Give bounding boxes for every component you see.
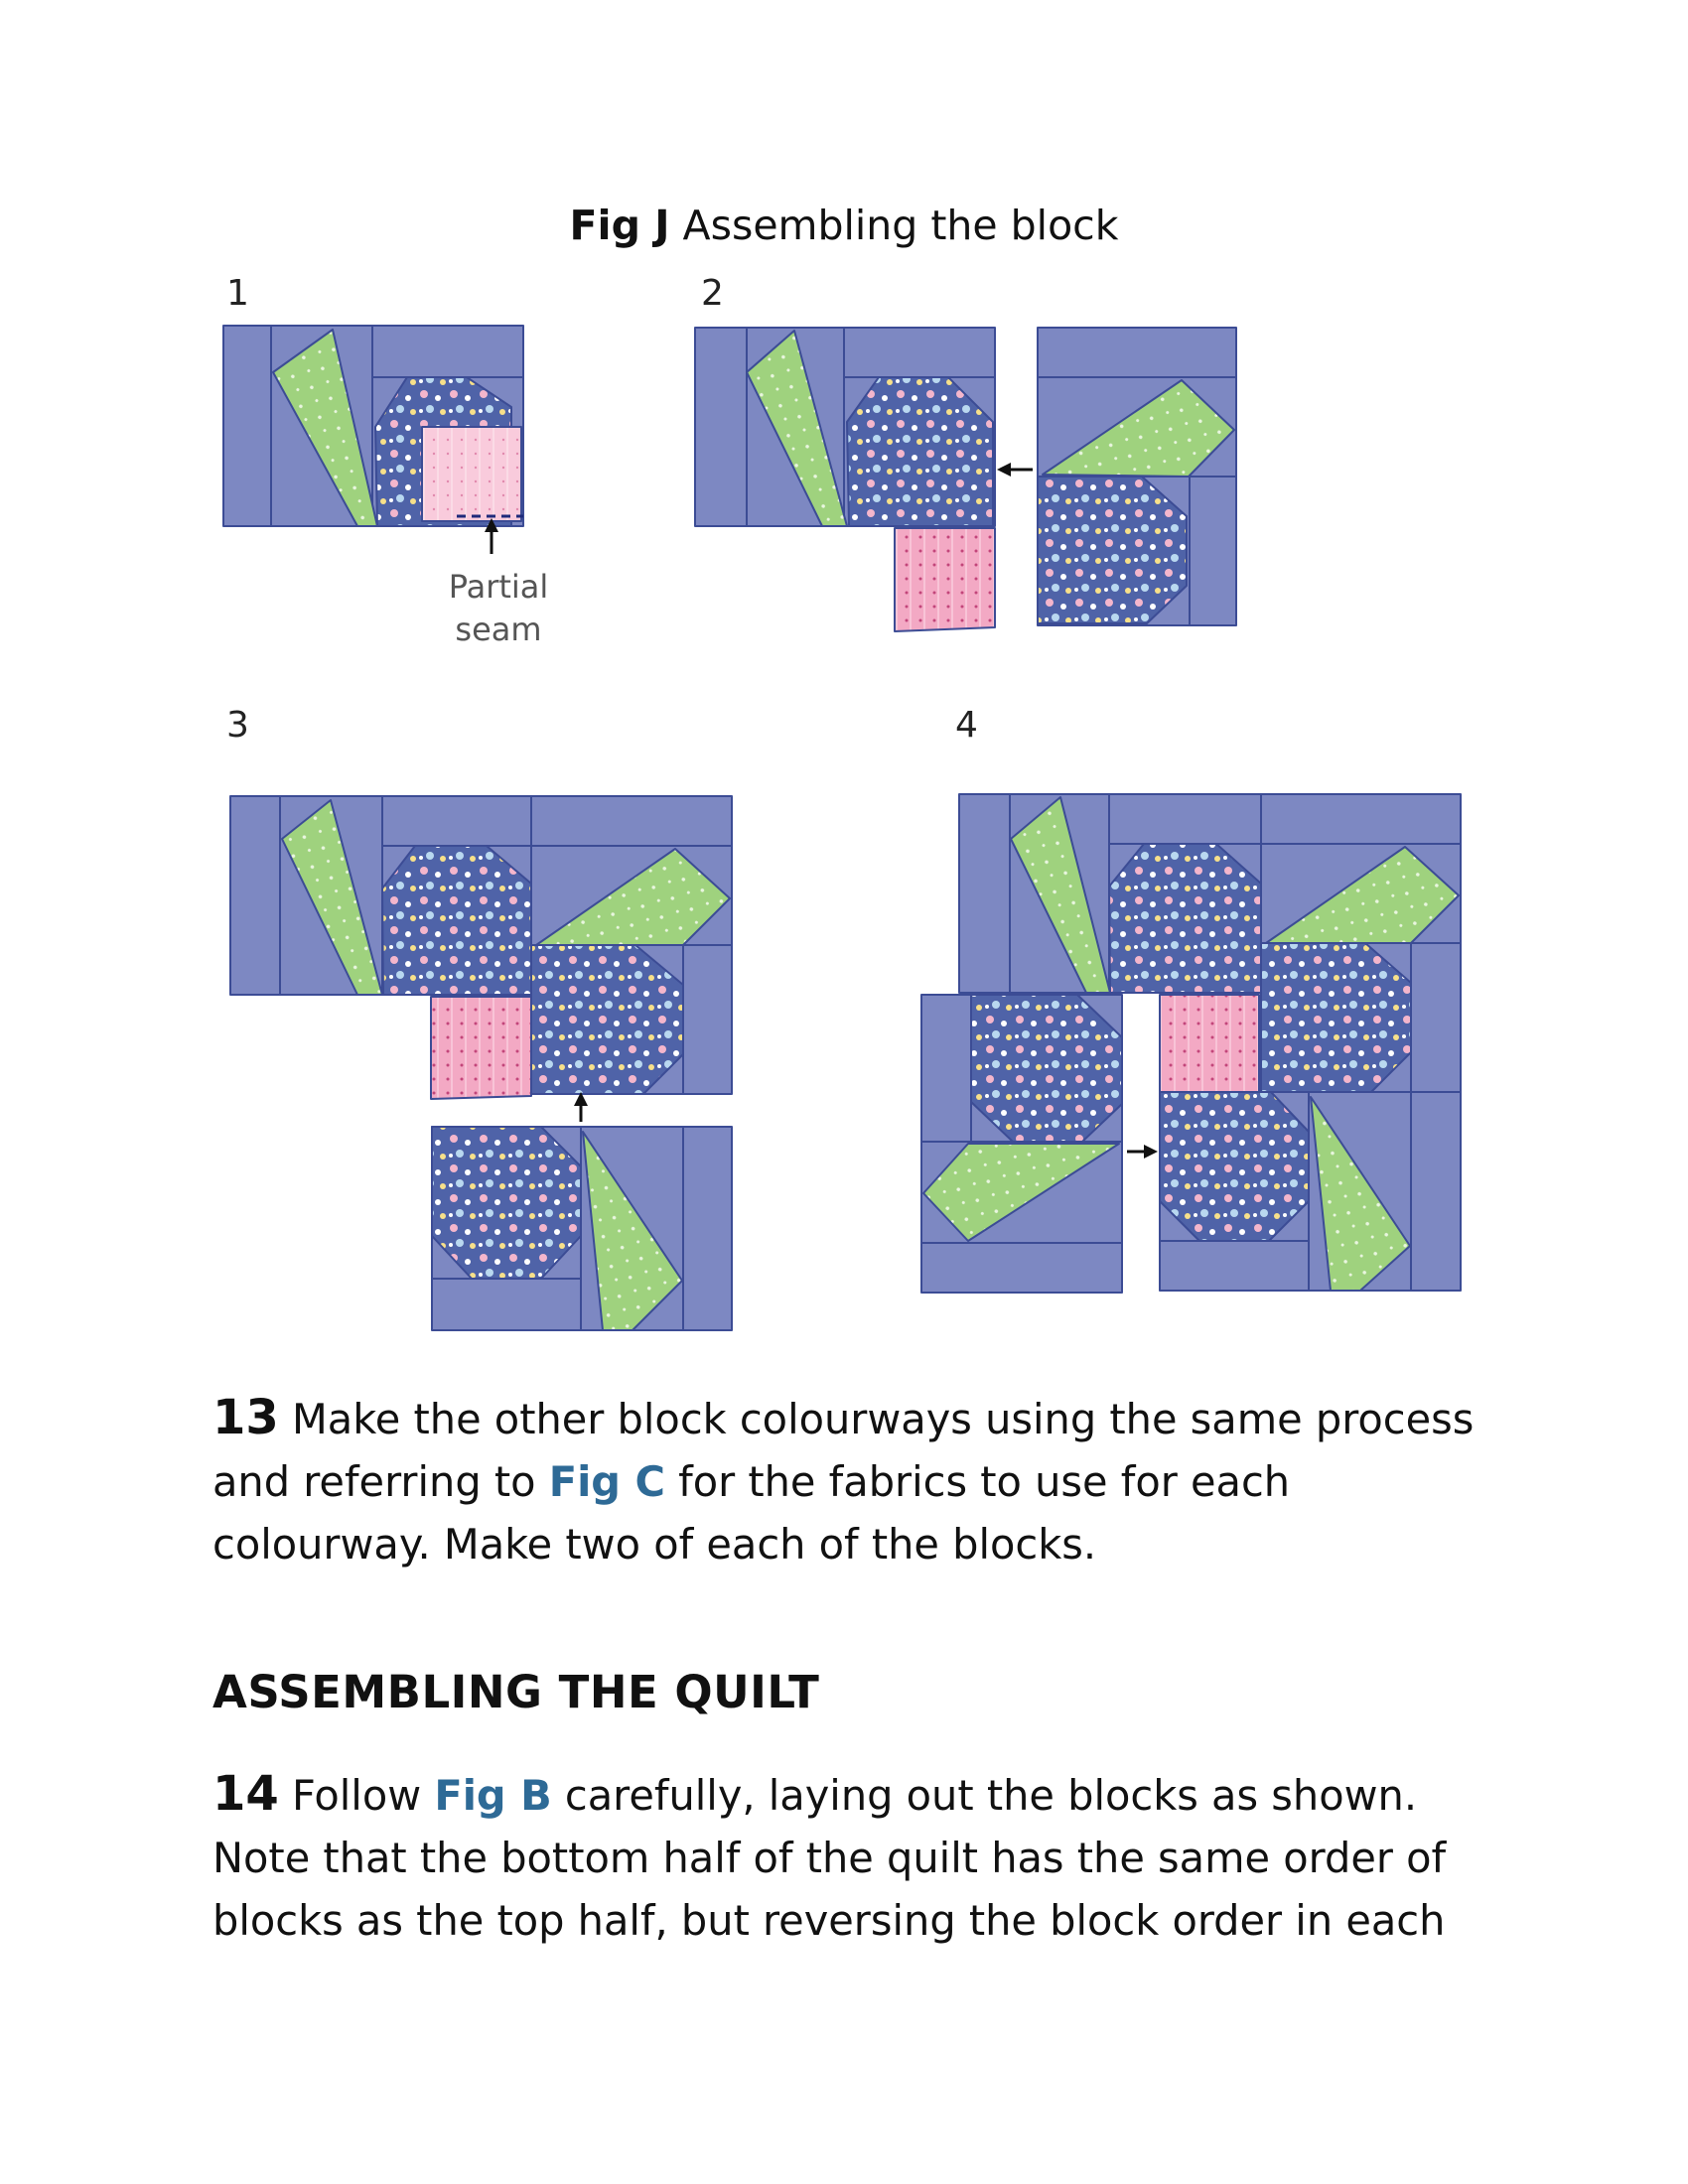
figure-caption: Assembling the block bbox=[682, 202, 1119, 249]
step-2-left-unit bbox=[695, 328, 995, 631]
partial-seam-note-line-1: Partial bbox=[448, 568, 549, 606]
step-3-label: 3 bbox=[226, 705, 249, 746]
step-1-unit bbox=[223, 326, 523, 526]
step-2-right-unit bbox=[1038, 328, 1236, 625]
fig-c-reference: Fig C bbox=[548, 1457, 665, 1506]
figure-label: Fig J bbox=[569, 202, 670, 249]
step-3-top-unit bbox=[230, 796, 732, 1099]
step-2-arrow bbox=[997, 463, 1033, 477]
partial-seam-note-line-2: seam bbox=[455, 611, 542, 648]
paragraph-13 bbox=[212, 1387, 1503, 1575]
step-4-bottom-unit bbox=[1160, 1092, 1461, 1291]
paragraph-14-text-2: carefully, laying out the blocks as shown. Note that the bottom half of the quilt has the same order of blocks as the top half, but reversing the block order in each bbox=[212, 1771, 1447, 1945]
step-4-arrow bbox=[1127, 1145, 1158, 1159]
step-number-14: 14 bbox=[212, 1766, 279, 1822]
paragraph-14-text-1: Follow bbox=[278, 1771, 435, 1820]
paragraph-13-text-2: for the fabrics to use for each colourway. Make two of each of the blocks. bbox=[212, 1457, 1291, 1569]
step-4-left-unit bbox=[921, 995, 1122, 1293]
step-3-arrow bbox=[574, 1092, 588, 1122]
step-1-label: 1 bbox=[226, 273, 249, 314]
paragraph-14 bbox=[212, 1763, 1503, 1952]
fig-b-reference: Fig B bbox=[434, 1771, 552, 1820]
step-3-bottom-unit bbox=[432, 1127, 732, 1330]
step-2-label: 2 bbox=[701, 273, 724, 314]
section-heading: ASSEMBLING THE QUILT bbox=[212, 1666, 820, 1718]
step-4-label: 4 bbox=[955, 705, 978, 746]
paragraph-13-text-1: Make the other block colourways using the same process and referring to bbox=[212, 1395, 1475, 1506]
step-number-13: 13 bbox=[212, 1390, 279, 1445]
